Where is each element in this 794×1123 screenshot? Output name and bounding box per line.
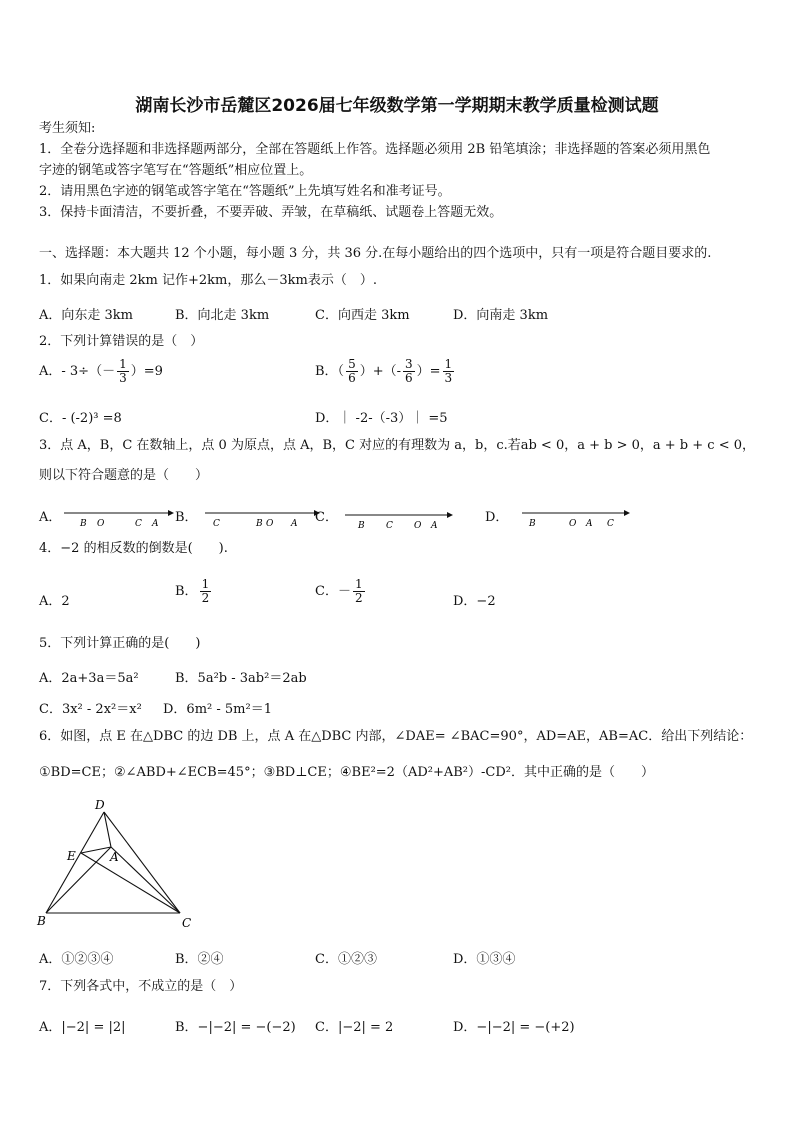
q2-option-a[interactable] [39, 358, 163, 385]
q3-stem-2: 则以下符合题意的是（ ） [39, 468, 209, 483]
q3-stem: 3．点 A，B，C 在数轴上，点 0 为原点，点 A，B，C 对应的有理数为 a，b，c.若ab < 0，a + b > 0，a + b + c < 0， [39, 438, 755, 453]
q6-triangle-figure [34, 797, 199, 932]
fig-label-c: C [182, 916, 192, 930]
q3c-label-o: O [414, 521, 422, 531]
q6-option-b[interactable]: B．②④ [175, 952, 224, 967]
q7-stem: 7．下列各式中，不成立的是（ ） [39, 979, 243, 994]
q1-option-d[interactable]: D．向南走 3km [453, 308, 549, 323]
q3-option-a[interactable]: A． [39, 510, 62, 525]
q4c-fraction: $\frac{1}{2}$ [354, 577, 363, 606]
q2a-pre: A．- 3÷（－ [39, 364, 116, 380]
fig-label-e: E [67, 849, 76, 863]
q5-option-c[interactable]: C．3x² - 2x²＝x² [39, 702, 142, 717]
q7-option-c[interactable]: C．|−2| = 2 [315, 1020, 394, 1035]
fig-label-a: A [110, 850, 119, 864]
notice-line-3: 3．保持卡面清洁，不要折叠，不要弄破、弄皱，在草稿纸、试题卷上答题无效。 [39, 205, 503, 220]
notice-line-2: 2．请用黑色字迹的钢笔或答字笔在“答题纸”上先填写姓名和准考证号。 [39, 184, 451, 199]
q3a-label-c: C [135, 519, 142, 529]
q3a-label-o: O [97, 519, 105, 529]
q2b-fraction-2: $\frac{3}{6}$ [405, 357, 413, 386]
q3c-label-a: A [431, 521, 438, 531]
q2b-fraction-1: $\frac{5}{6}$ [348, 357, 356, 386]
q2a-post: ）=9 [130, 364, 163, 380]
q4-option-d[interactable]: D．−2 [453, 594, 496, 609]
q4-stem: 4．−2 的相反数的倒数是( ). [39, 541, 228, 556]
q3-option-d[interactable]: D． [485, 510, 509, 525]
q3-number-line-c [345, 507, 453, 529]
q3d-label-c: C [607, 519, 614, 529]
q3c-label-b: B [358, 521, 365, 531]
q2-stem: 2．下列计算错误的是（ ） [39, 334, 204, 349]
q4b-fraction: $\frac{1}{2}$ [201, 577, 210, 606]
q4-option-b[interactable]: B． $\frac{1}{2}$ [175, 577, 210, 606]
q3d-label-a: A [586, 519, 593, 529]
q2-option-b[interactable]: B．（ $\frac{5}{6}$ ）+（- $\frac{3}{6}$ ）= $\frac{1}{3}$ [315, 357, 453, 386]
q1-option-a[interactable]: A．向东走 3km [39, 308, 133, 323]
q4-option-a[interactable]: A．2 [39, 594, 70, 609]
q3-number-line-b [205, 505, 320, 527]
q2-option-c[interactable]: C．- (-2)³ =8 [39, 411, 122, 426]
q3b-label-o: O [266, 519, 274, 529]
q3-number-line-d [522, 505, 630, 527]
q1-option-c[interactable]: C．向西走 3km [315, 308, 410, 323]
q2-option-d[interactable]: D．｜ -2-（-3）｜ =5 [315, 411, 448, 426]
q1-stem: 1．如果向南走 2km 记作+2km，那么－3km表示（ ）. [39, 273, 377, 288]
q7-option-d[interactable]: D．−|−2| = −(+2) [453, 1020, 575, 1035]
q6-option-c[interactable]: C．①②③ [315, 952, 377, 967]
q3b-label-b: B [256, 519, 263, 529]
q1-option-b[interactable]: B．向北走 3km [175, 308, 270, 323]
q2a-fraction: $\frac{1}{3}$ [119, 357, 127, 386]
q3a-label-b: B [80, 519, 87, 529]
q3d-label-b: B [529, 519, 536, 529]
q3b-label-c: C [213, 519, 220, 529]
q6-stem: 6．如图，点 E 在△DBC 的边 DB 上，点 A 在△DBC 内部，∠DAE= ∠BAC=90°，AD=AE，AB=AC．给出下列结论： [39, 729, 753, 744]
q6-option-a[interactable]: A．①②③④ [39, 952, 114, 967]
notice-line-1b: 字迹的钢笔或答字笔写在“答题纸”相应位置上。 [39, 163, 313, 178]
q3c-label-c: C [386, 521, 393, 531]
fig-label-b: B [37, 914, 46, 928]
fig-label-d: D [95, 798, 105, 812]
q6-stem-2: ①BD=CE；②∠ABD+∠ECB=45°；③BD⊥CE；④BE²=2（AD²+AB²）-CD²．其中正确的是（ ） [39, 765, 654, 780]
page-title: 湖南长沙市岳麓区2026届七年级数学第一学期期末教学质量检测试题 [135, 96, 659, 116]
q2b-fraction-3: $\frac{1}{3}$ [444, 357, 453, 386]
notice-heading: 考生须知: [39, 121, 96, 136]
notice-line-1: 1．全卷分选择题和非选择题两部分，全部在答题纸上作答。选择题必须用 2B 铅笔填涂；非选择题的答案必须用黑色 [39, 142, 711, 157]
q3b-label-a: A [291, 519, 298, 529]
q7-option-b[interactable]: B．−|−2| = −(−2) [175, 1020, 296, 1035]
q3-option-b[interactable]: B． [175, 510, 198, 525]
q7-option-a[interactable]: A．|−2| = |2| [39, 1020, 126, 1035]
q5-stem: 5．下列计算正确的是( ) [39, 636, 201, 651]
q5-option-d[interactable]: D．6m² - 5m²＝1 [163, 702, 272, 717]
q3-option-c[interactable]: C． [315, 510, 338, 525]
q3d-label-o: O [569, 519, 577, 529]
q3-number-line-a [64, 505, 174, 527]
section-heading: 一、选择题：本大题共 12 个小题，每小题 3 分，共 36 分.在每小题给出的四个选项中，只有一项是符合题目要求的. [39, 246, 712, 261]
q4-option-c[interactable]: C．－ $\frac{1}{2}$ [315, 577, 363, 606]
q5-option-b[interactable]: B．5a²b - 3ab²＝2ab [175, 671, 307, 686]
q6-option-d[interactable]: D．①③④ [453, 952, 516, 967]
q3a-label-a: A [152, 519, 159, 529]
q5-option-a[interactable]: A．2a+3a＝5a² [39, 671, 139, 686]
